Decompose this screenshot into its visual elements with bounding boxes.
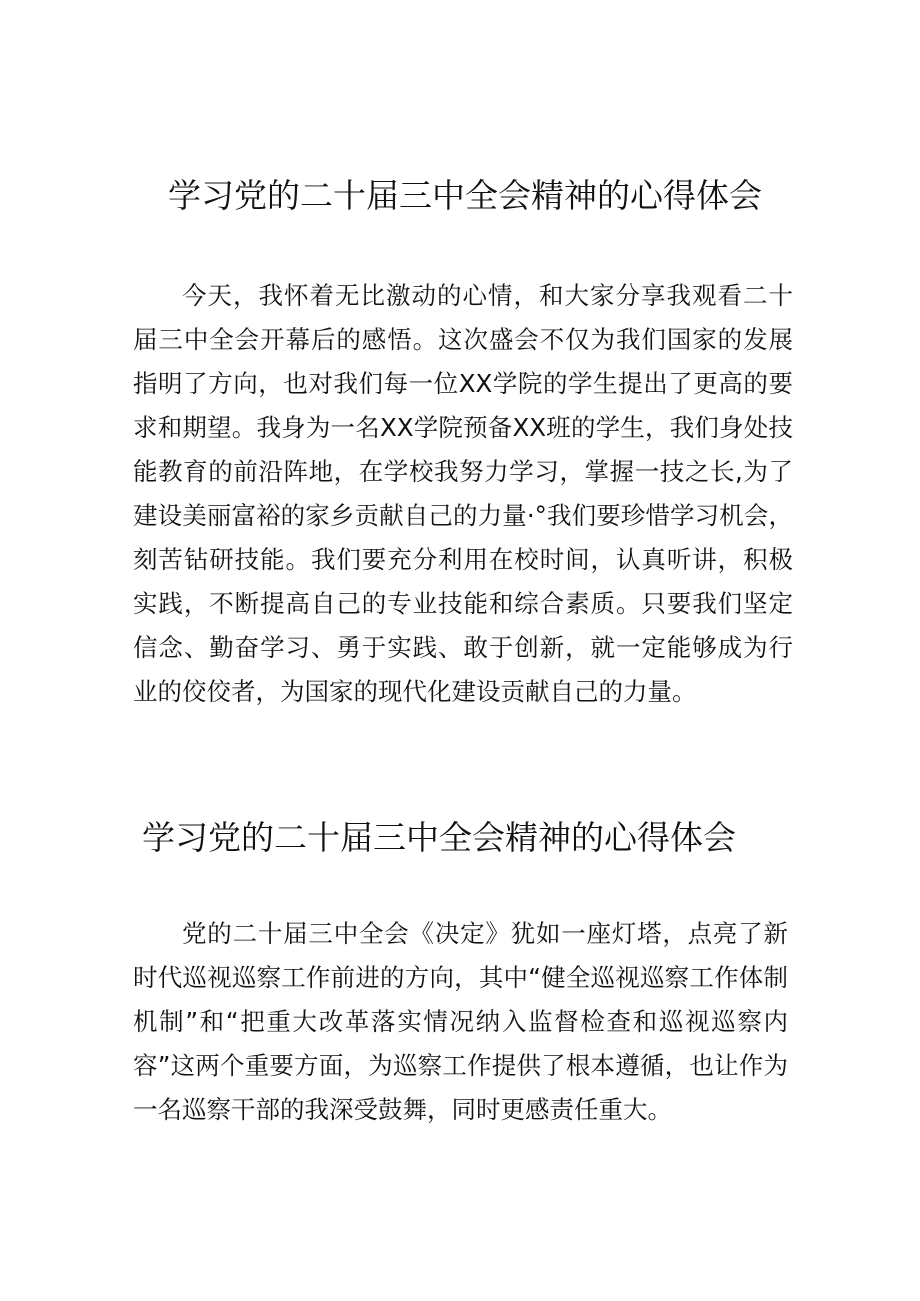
section-2-title: 学习党的二十届三中全会精神的心得体会 — [142, 818, 736, 857]
section-1-title: 学习党的二十届三中全会精神的心得体会 — [168, 176, 762, 215]
section-1-body: 今天，我怀着无比激动的心情，和大家分享我观看二十届三中全会开幕后的感悟。这次盛会不仅为我们国家的发展指明了方向，也对我们每一位XX学院的学生提出了更高的要求和期望。我身为一名XX学院预备XX班的学生，我们身处技能教育的前沿阵地，在学校我努力学习，掌握一技之长,为了建设美丽富裕的家乡贡献自己的力量·°我们要珍惜学习机会，刻苦钻研技能。我们要充分利用在校时间，认真听讲，积极实践，不断提高自己的专业技能和综合素质。只要我们坚定信念、勤奋学习、勇于实践、敢于创新，就一定能够成为行业的佼佼者，为国家的现代化建设贡献自己的力量。 — [133, 281, 793, 706]
section-2-body: 党的二十届三中全会《决定》犹如一座灯塔，点亮了新时代巡视巡察工作前进的方向，其中“健全巡视巡察工作体制机制”和“把重大改革落实情况纳入监督检查和巡视巡察内容”这两个重要方面，为巡察工作提供了根本遵循，也让作为一名巡察干部的我深受鼓舞，同时更感责任重大。 — [133, 919, 788, 1124]
